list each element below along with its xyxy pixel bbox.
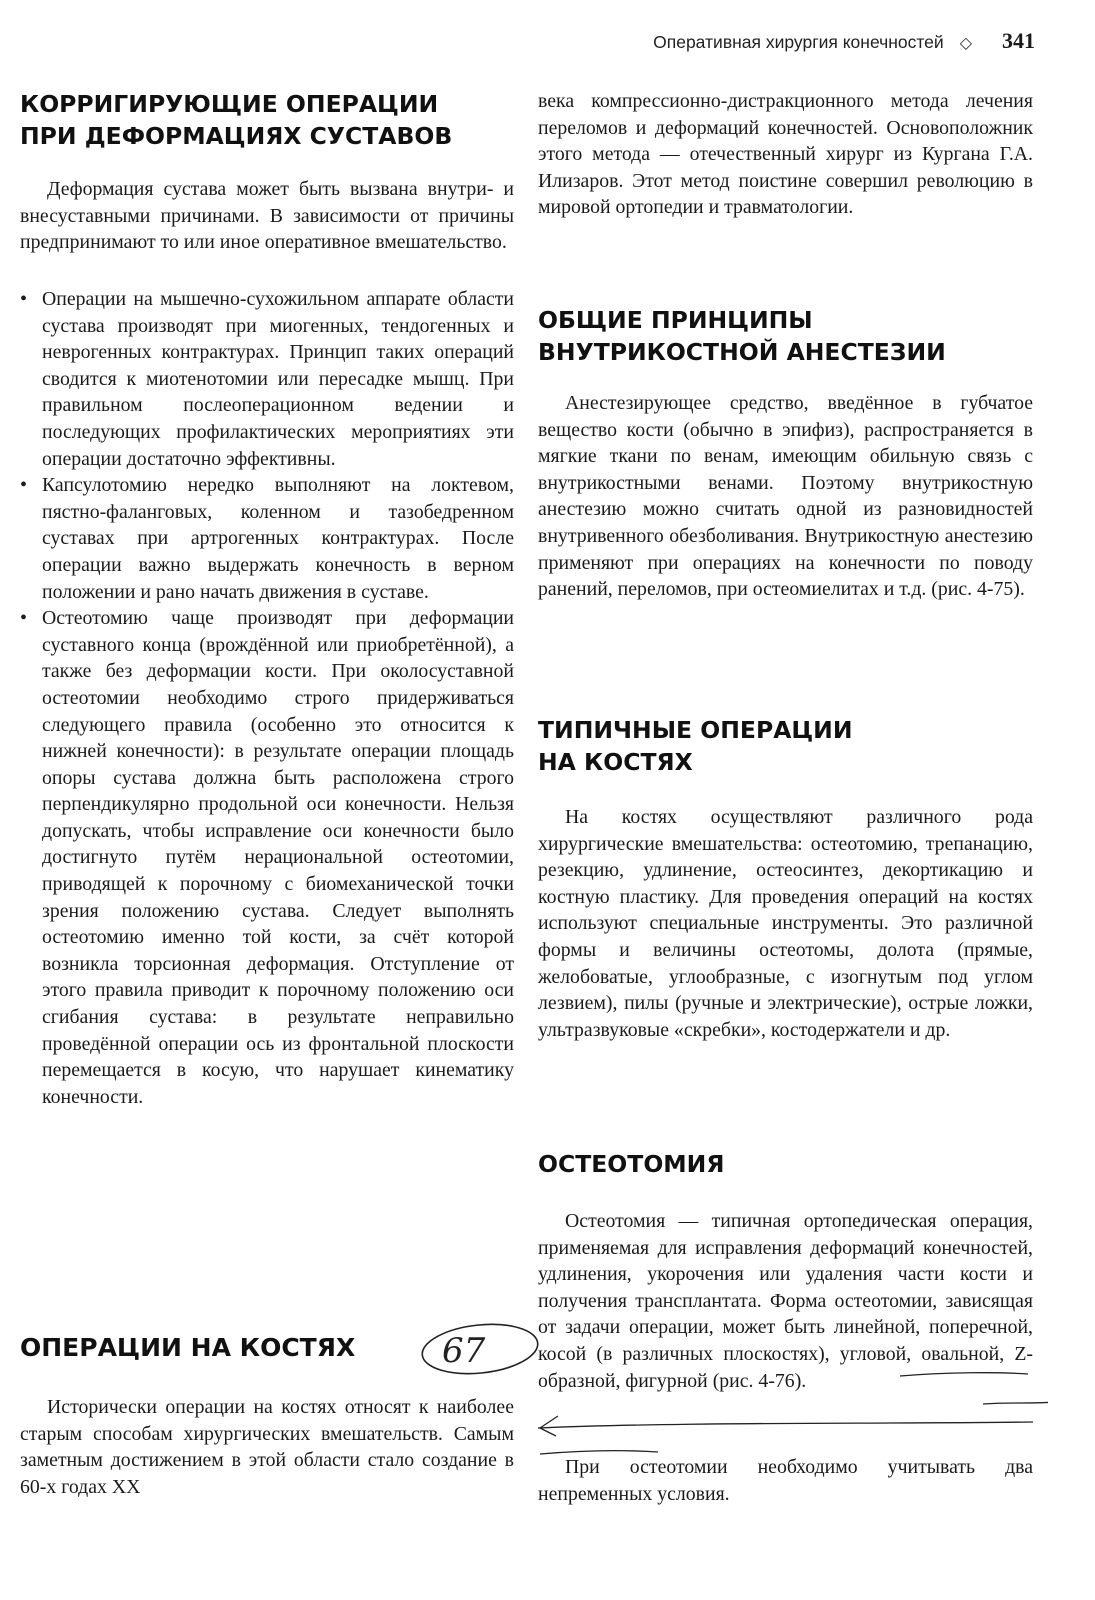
section-heading-corrective [20, 88, 514, 152]
section-heading-anesthesia [538, 304, 1033, 368]
heading-line: КОРРИГИРУЮЩИЕ ОПЕРАЦИИ [20, 90, 439, 118]
heading-line: ТИПИЧНЫЕ ОПЕРАЦИИ [538, 716, 853, 744]
conditions-paragraph-block [538, 1454, 1033, 1507]
heading-line: ПРИ ДЕФОРМАЦИЯХ СУСТАВОВ [20, 122, 453, 150]
handwritten-note: 67 [442, 1331, 486, 1371]
continuation-paragraph-block [538, 88, 1033, 221]
handwritten-annotation-icon [418, 1320, 546, 1378]
osteotomy-paragraph: Остеотомия — типичная ортопедическая операция, применяемая для исправления деформаций конечностей, удлинения, укорочения или удаления части кости и получения трансплантата. Форма остеотомии, зависящая от задачи операции, может быть линейной, поперечной, косой (в различных плоскостях), угловой, овальной, Z-образной, фигурной (рис. 4-76). [538, 1210, 1033, 1392]
running-header [560, 28, 1035, 58]
anesthesia-paragraph: Анестезирующее средство, введённое в губчатое вещество кости (обычно в эпифиз), распространяется в мягкие ткани по венам, имеющим обильную связь с внутрикостными венами. Поэтому внутрикостную анестезию можно считать одной из разновидностей внутривенного обезболивания. Внутрикостную анестезию применяют при операциях на конечности по поводу ранений, переломов, при остеомиелитах и т.д. (рис. 4-75). [538, 392, 1033, 601]
history-paragraph: Исторически операции на костях относят к наиболее старым способам хирургических вмешательств. Самым заметным достижением в этой области стало создание в 60-х годах XX [20, 1396, 514, 1498]
heading-line: ОБЩИЕ ПРИНЦИПЫ [538, 306, 813, 334]
typical-paragraph-block [538, 804, 1033, 1043]
list-item: • Остеотомию чаще производят при деформации суставного конца (врождённой или приобретённой), а также без деформации кости. При околосуставной остеотомии необходимо строго придерживаться следующего правила (особенно это относится к нижней конечности): в результате операции площадь опоры сустава должна быть расположена строго перпендикулярно продольной оси конечности. Нельзя допускать, чтобы исправление оси конечности было достигнуто путём нерациональной остеотомии, приводящей к порочному с биомеханической точки зрения положению сустава. Следует выполнять остеотомию именно той кости, за счёт которой возникла торсионная деформация. Отступление от этого правила приводит к порочному положению оси сгибания сустава: в результате неправильно проведённой операции ось из фронтальной плоскости перемещается в косую, что нарушает кинематику конечности. [20, 605, 514, 1110]
section-heading-typical [538, 714, 1033, 778]
heading-line: ОСТЕОТОМИЯ [538, 1150, 725, 1178]
list-item: • Капсулотомию нередко выполняют на локтевом, пястно-фаланговых, коленном и тазобедренном суставах при артрогенных контрактурах. После операции важно выдержать конечность в верном положении и рано начать движения в суставе. [20, 472, 514, 605]
list-item: • Операции на мышечно-сухожильном аппарате области сустава производят при миогенных, тендогенных и неврогенных контрактурах. Принцип таких операций сводится к миотенотомии или пересадке мышц. При правильном послеоперационном ведении и последующих профилактических мероприятиях эти операции достаточно эффективны. [20, 286, 514, 472]
running-header-title: Оперативная хирургия конечностей [653, 32, 944, 52]
typical-paragraph: На костях осуществляют различного рода хирургические вмешательства: остеотомию, трепанацию, резекцию, удлинение, остеосинтез, декортикацию и костную пластику. Для проведения операций на костях используют специальные инструменты. Это различной формы и величины остеотомы, долота (прямые, желобоватые, углообразные, с изогнутым под углом лезвием), пилы (ручные и электрические), острые ложки, ультразвуковые «скребки», костодержатели и др. [538, 806, 1033, 1041]
heading-line: ОПЕРАЦИИ НА КОСТЯХ [20, 1333, 356, 1362]
section-heading-bone-operations [20, 1331, 514, 1371]
anesthesia-paragraph-block [538, 390, 1033, 603]
history-paragraph-block [20, 1394, 514, 1500]
section-heading-osteotomy [538, 1148, 1033, 1180]
osteotomy-paragraph-block [538, 1208, 1033, 1394]
heading-line: ВНУТРИКОСТНОЙ АНЕСТЕЗИИ [538, 338, 946, 366]
heading-line: НА КОСТЯХ [538, 748, 693, 776]
intro-paragraph-block [20, 176, 514, 256]
diamond-ornament-icon: ◇ [959, 33, 972, 52]
intro-paragraph: Деформация сустава может быть вызвана внутри- и внесуставными причинами. В зависимости от причины предпринимают то или иное оперативное вмешательство. [20, 178, 514, 254]
conditions-paragraph: При остеотомии необходимо учитывать два непременных условия. [538, 1456, 1033, 1505]
bullet-list [20, 286, 514, 1110]
right-column [538, 88, 1033, 1505]
page-number: 341 [1002, 28, 1035, 53]
continuation-paragraph: века компрессионно-дистракционного метода лечения переломов и деформаций конечностей. Основоположник этого метода — отечественный хирург из Кургана Г.А. Илизаров. Этот метод поистине совершил революцию в мировой ортопедии и травматологии. [538, 90, 1033, 219]
